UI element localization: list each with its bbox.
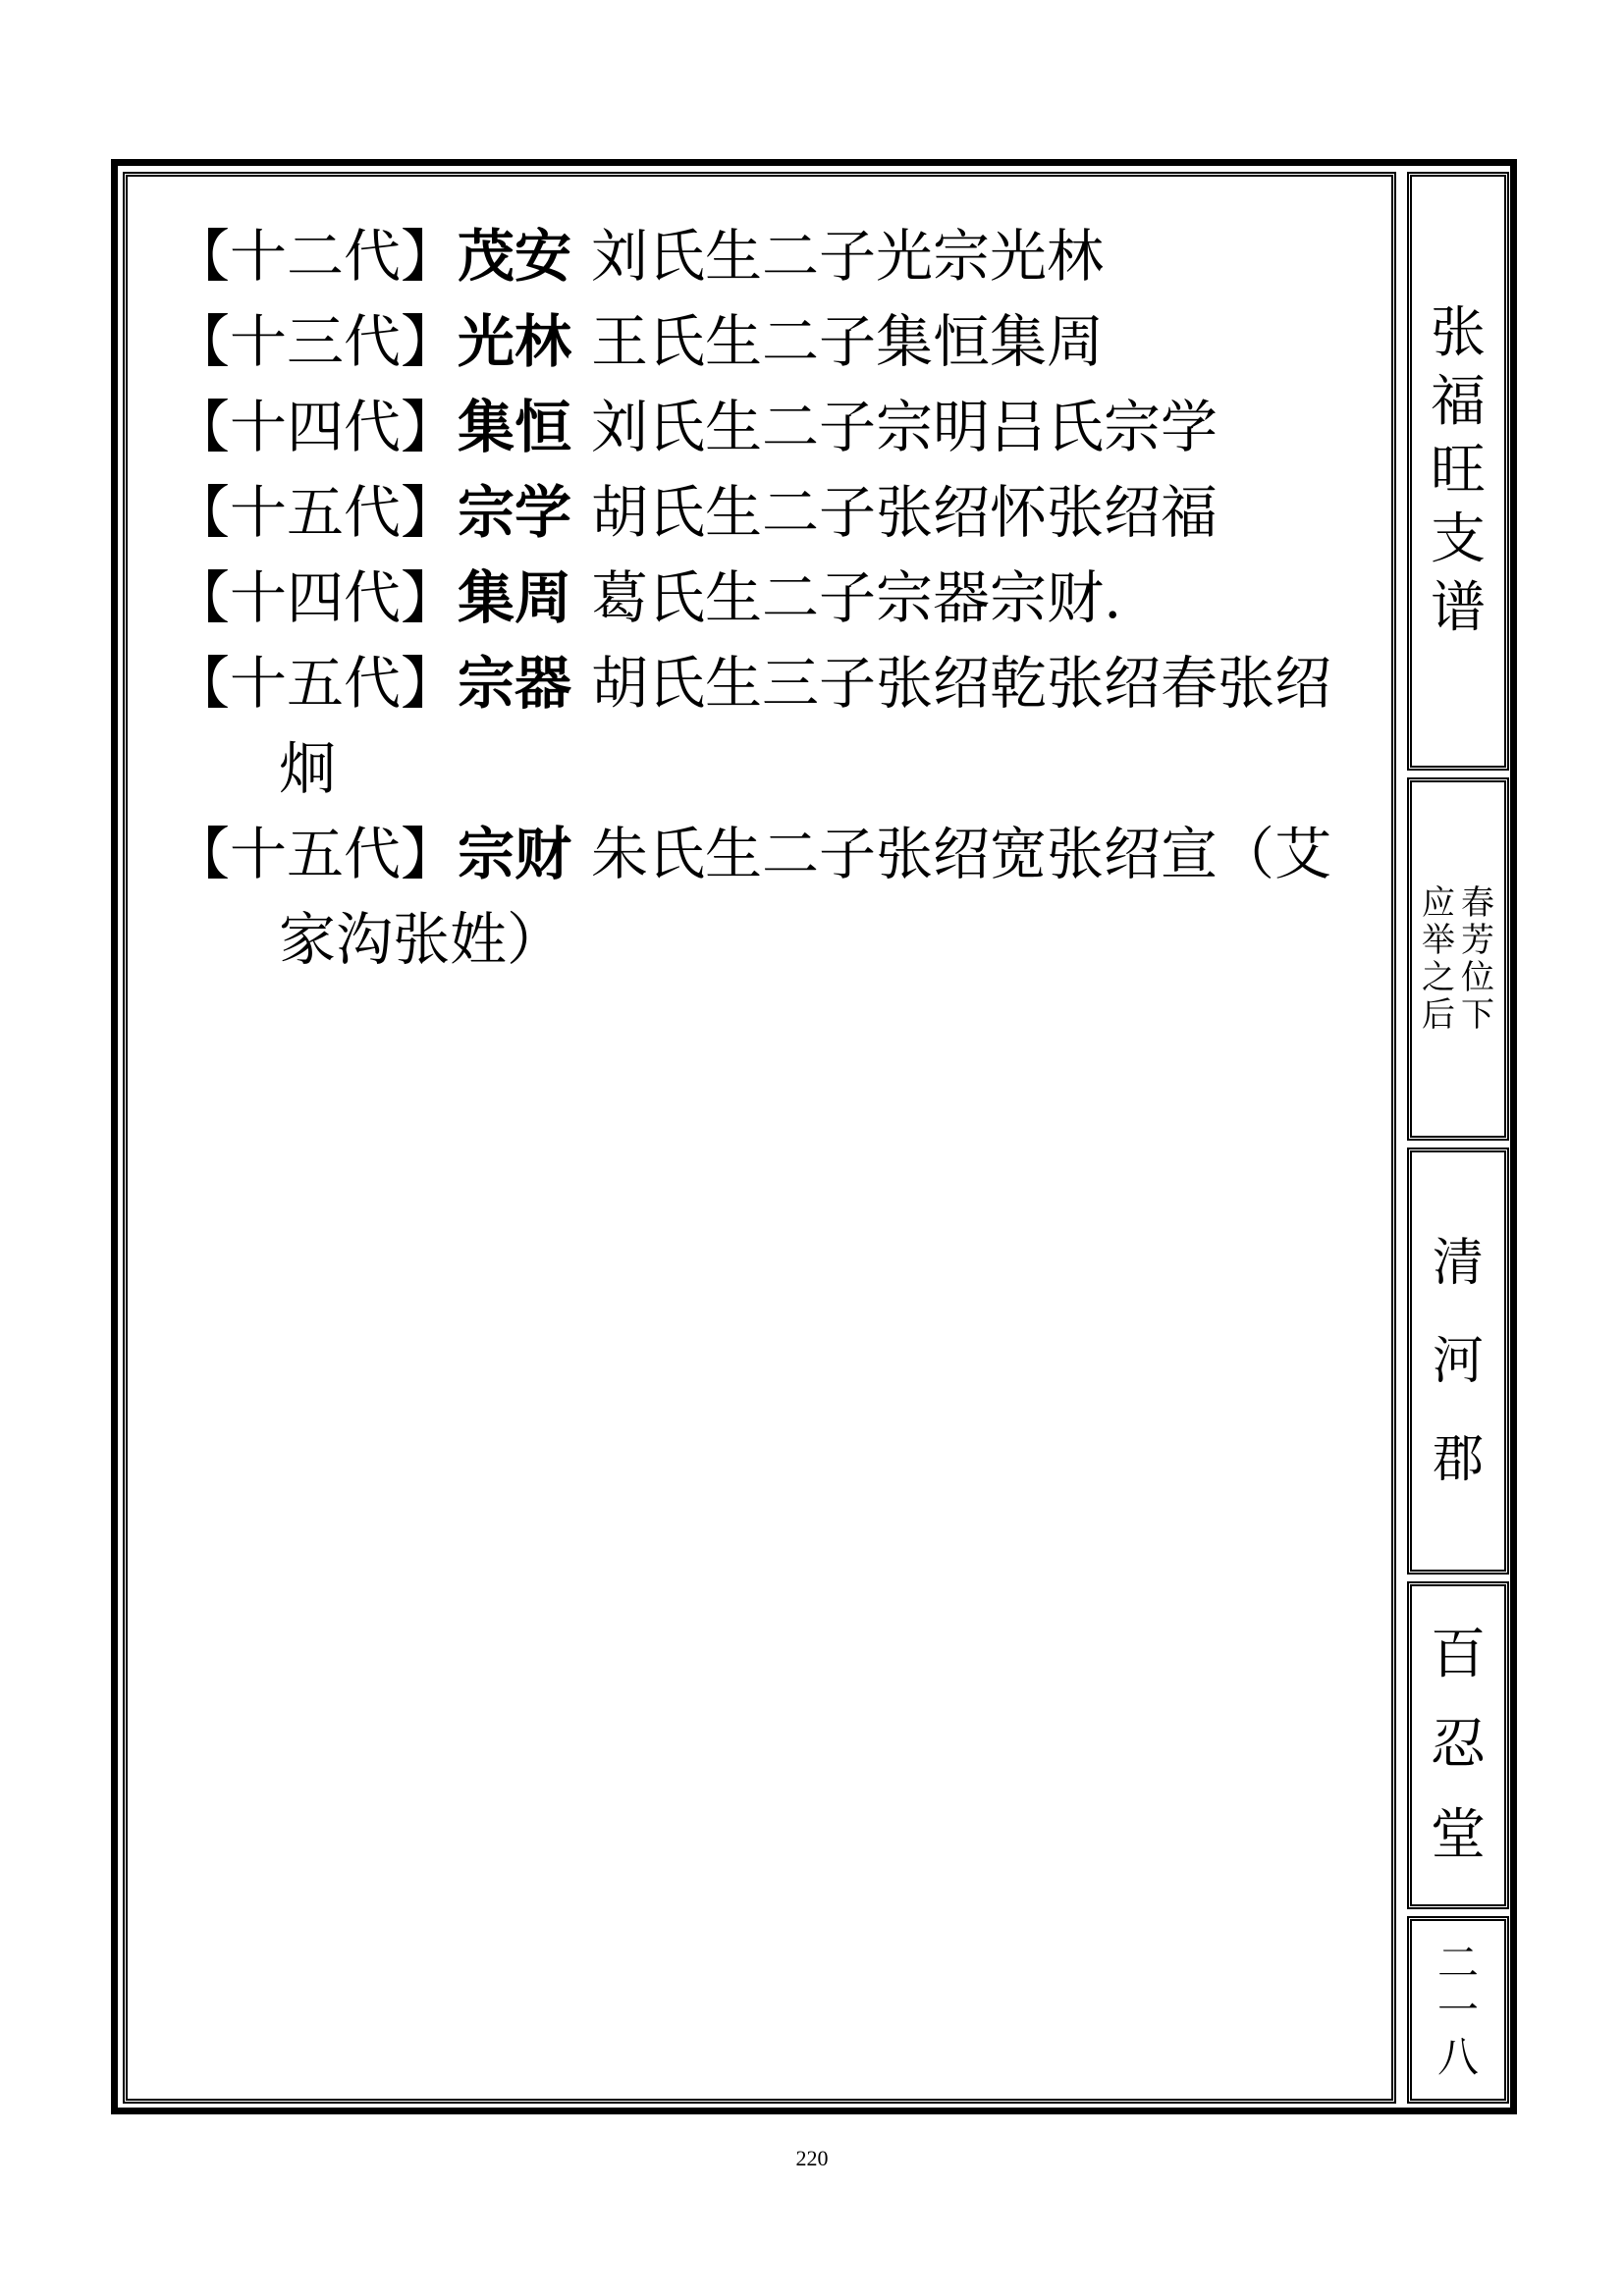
genealogy-title: 张福旺支谱: [1431, 301, 1486, 640]
page-number: 220: [795, 2146, 829, 2170]
person-name: 宗财: [458, 821, 572, 887]
genealogy-entry: [173, 214, 1366, 299]
lineage-note-column-2: 应举之后: [1422, 883, 1455, 1035]
entry-description: 朱氏生二子张绍宽张绍宣（艾家沟张姓）: [279, 821, 1332, 973]
generation-label: 【十二代】: [173, 223, 459, 290]
sidebar-hall-cell: [1407, 1581, 1509, 1909]
entry-description: 刘氏生二子宗明吕氏宗学: [591, 394, 1218, 460]
genealogy-entry: [173, 641, 1366, 812]
generation-label: 【十五代】: [173, 650, 459, 717]
genealogy-entry: [173, 385, 1366, 470]
person-name: 宗学: [458, 479, 572, 546]
sidebar-title-cell: [1407, 172, 1509, 771]
person-name: 集周: [458, 564, 572, 631]
genealogy-entry: [173, 299, 1366, 385]
genealogy-entry: [173, 470, 1366, 556]
generation-label: 【十四代】: [173, 564, 459, 631]
sidebar-note-cell: [1407, 777, 1509, 1141]
genealogy-entry: [173, 556, 1366, 641]
person-name: 集恒: [458, 394, 572, 460]
entry-description: 王氏生二子集恒集周: [591, 308, 1105, 375]
genealogy-entries: [173, 214, 1366, 983]
sidebar-number-cell: [1407, 1916, 1509, 2104]
hall-name: 百忍堂: [1431, 1623, 1486, 1867]
leaf-number: 二一八: [1437, 1938, 1480, 2081]
lineage-note: [1421, 884, 1495, 1034]
lineage-note-column-1: 春芳位下: [1461, 883, 1494, 1035]
person-name: 宗器: [458, 650, 572, 717]
entry-description: 刘氏生二子光宗光林: [591, 223, 1105, 290]
entry-description: 葛氏生二子宗器宗财.: [591, 564, 1122, 631]
person-name: 光林: [458, 308, 572, 375]
entry-description: 胡氏生二子张绍怀张绍福: [591, 479, 1218, 546]
person-name: 茂安: [458, 223, 572, 290]
generation-label: 【十五代】: [173, 821, 459, 887]
generation-label: 【十四代】: [173, 394, 459, 460]
generation-label: 【十五代】: [173, 479, 459, 546]
entry-description: 胡氏生三子张绍乾张绍春张绍炯: [279, 650, 1332, 802]
commandery-name: 清河郡: [1433, 1233, 1485, 1489]
sidebar-place-cell: [1407, 1148, 1509, 1575]
generation-label: 【十三代】: [173, 308, 459, 375]
genealogy-entry: [173, 812, 1366, 983]
